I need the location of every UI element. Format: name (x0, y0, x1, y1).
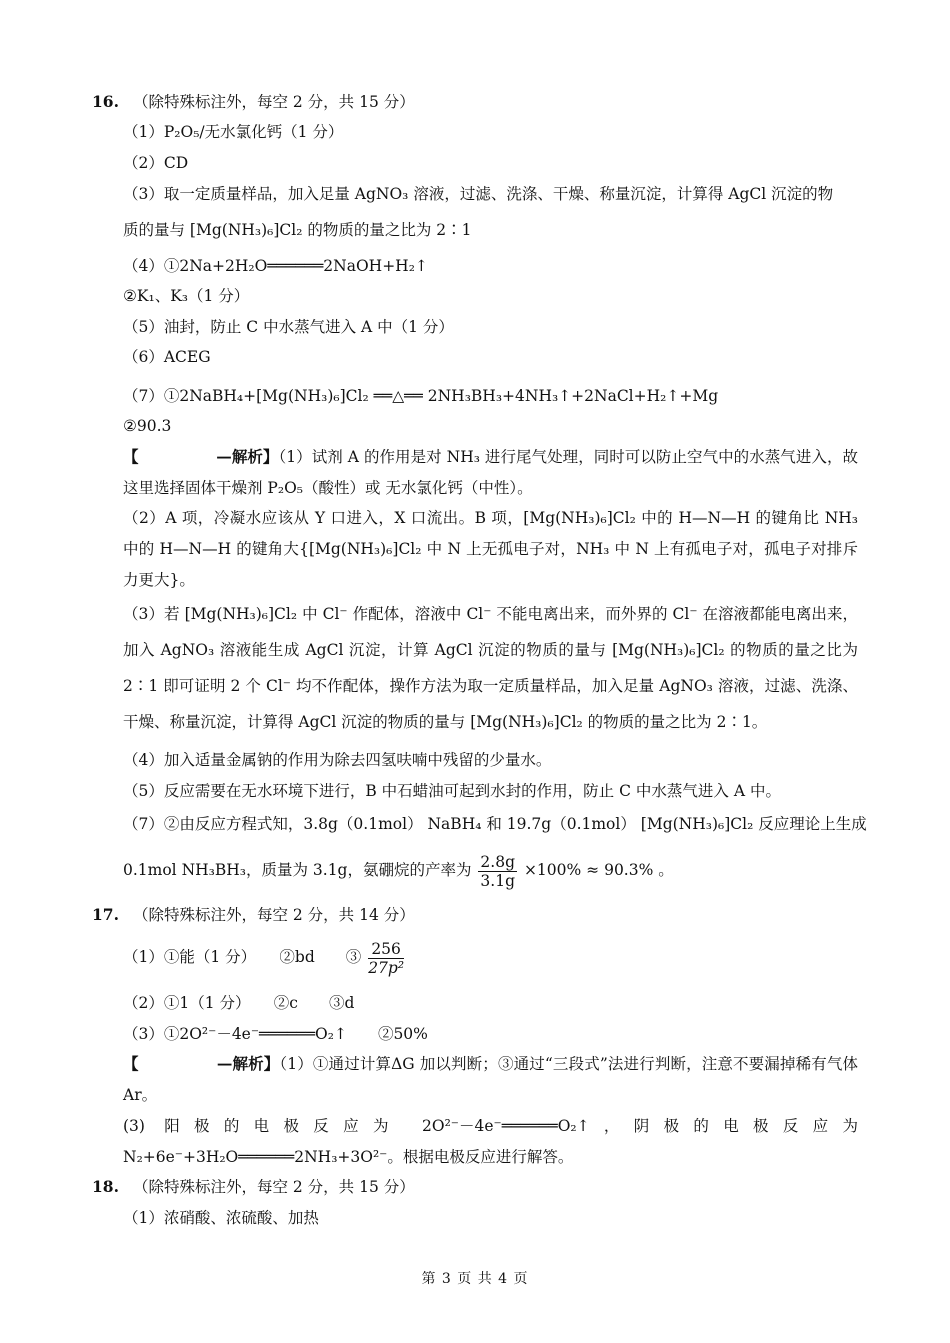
q16-explanation-1-text: （1）试剂 A 的作用是对 NH₃ 进行尾气处理，同时可以防止空气中的水蒸气进入，故这里选择固体干燥剂 P₂O₅（酸性）或 无水氯化钙（中性）。 (123, 448, 858, 497)
q16-answer-4-2: ②K₁、K₃（1 分） (123, 287, 250, 305)
q16-explanation-5: （5）反应需要在无水环境下进行，B 中石蜡油可起到水封的作用，防止 C 中水蒸气进入 A 中。 (123, 782, 781, 800)
q16-yield-denominator: 3.1g (480, 871, 515, 890)
q17-answer-1-text: （1）①能（1 分） ②bd ③ (123, 948, 362, 966)
q17-fraction-numerator: 256 (368, 940, 404, 959)
q16-explanation-3: （3）若 [Mg(NH₃)₆]Cl₂ 中 Cl⁻ 作配体，溶液中 Cl⁻ 不能电离出来，而外界的 Cl⁻ 在溶液都能电离出来，加入 AgNO₃ 溶液能生成 AgCl 沉淀，计算 AgCl 沉淀的物质的量与 [Mg(NH₃)₆]Cl₂ 的物质的量之比为 2∶1 即可证明 2 个 Cl⁻ 均不作配体，操作方法为取一定质量样品，加入足量 AgNO₃ 溶液，过滤、洗涤、干燥、称量沉淀，计算得 AgCl 沉淀的物质的量与 [Mg(NH₃)₆]Cl₂ 的物质的量之比为 2∶1。 (123, 605, 858, 731)
q17-heading (92, 905, 415, 925)
q16-explanation-7-line2 (123, 850, 674, 890)
q17-explanation-3: (3) 阳极的电极反应为 2O²⁻－4e⁻══════O₂↑，阴极的电极反应为 N₂+6e⁻+3H₂O══════2NH₃+3O²⁻。根据电极反应进行解答。 (123, 1117, 858, 1166)
q16-answer-6: （6）ACEG (123, 348, 211, 366)
q16-explanation-2: （2）A 项，冷凝水应该从 Y 口进入，X 口流出。B 项，[Mg(NH₃)₆]Cl₂ 中的 H—N—H 的键角比 NH₃ 中的 H—N—H 的键角大{[Mg(NH₃)₆]Cl₂ 中 N 上无孤电子对，NH₃ 中 N 上有孤电子对，孤电子对排斥力更大}。 (123, 509, 858, 589)
page-footer: 第 3 页 共 4 页 (421, 1271, 529, 1287)
q17-answer-1 (123, 937, 406, 977)
q17-answer-2: （2）①1（1 分） ②c ③d (123, 994, 355, 1012)
q16-header: （除特殊标注外，每空 2 分，共 15 分） (132, 93, 415, 111)
q16-answer-3-line2: 质的量与 [Mg(NH₃)₆]Cl₂ 的物质的量之比为 2∶1 (123, 221, 472, 239)
q17-fraction (368, 940, 404, 977)
q16-number: 16. (92, 92, 119, 111)
q16-explanation-label: 【 —解析】 (123, 447, 279, 466)
q18-header: （除特殊标注外，每空 2 分，共 15 分） (132, 1178, 415, 1196)
q16-answer-3-line1: （3）取一定质量样品，加入足量 AgNO₃ 溶液，过滤、洗涤、干燥、称量沉淀，计算得 AgCl 沉淀的物 (123, 185, 834, 203)
q18-answer-1: （1）浓硝酸、浓硫酸、加热 (123, 1209, 319, 1227)
q17-number: 17. (92, 905, 119, 924)
q16-answer-5: （5）油封，防止 C 中水蒸气进入 A 中（1 分） (123, 318, 454, 336)
q16-answer-7-2: ②90.3 (123, 417, 172, 435)
q16-yield-fraction (478, 853, 517, 890)
q17-header: （除特殊标注外，每空 2 分，共 14 分） (132, 906, 415, 924)
q17-explanation-1 (123, 1048, 858, 1111)
q16-answer-1: （1）P₂O₅/无水氯化钙（1 分） (123, 123, 344, 141)
q16-yield-result: ×100% ≈ 90.3% 。 (523, 861, 674, 879)
q17-fraction-denominator: 27p² (368, 958, 405, 977)
q16-explanation-4: （4）加入适量金属钠的作用为除去四氢呋喃中残留的少量水。 (123, 751, 552, 769)
q16-heading (92, 92, 415, 112)
q16-answer-7-1: （7）①2NaBH₄+[Mg(NH₃)₆]Cl₂ ══△══ 2NH₃BH₃+4NH₃↑+2NaCl+H₂↑+Mg (123, 387, 719, 405)
q18-heading (92, 1177, 415, 1197)
q17-answer-3: （3）①2O²⁻－4e⁻══════O₂↑ ②50% (123, 1025, 428, 1043)
q16-answer-2: （2）CD (123, 154, 189, 172)
q16-yield-text: 0.1mol NH₃BH₃，质量为 3.1g，氨硼烷的产率为 (123, 861, 472, 879)
q16-explanation-1 (123, 441, 858, 504)
q16-explanation-7-line1: （7）②由反应方程式知，3.8g（0.1mol） NaBH₄ 和 19.7g（0.1mol） [Mg(NH₃)₆]Cl₂ 反应理论上生成 (123, 815, 867, 833)
q18-number: 18. (92, 1177, 119, 1196)
q17-explanation-label: 【 —解析】 (123, 1054, 280, 1073)
q16-yield-numerator: 2.8g (480, 852, 515, 871)
q16-answer-4-1: （4）①2Na+2H₂O══════2NaOH+H₂↑ (123, 257, 428, 275)
q17-explanation-1-text: （1）①通过计算ΔG 加以判断；③通过“三段式”法进行判断，注意不要漏掉稀有气体 Ar。 (123, 1055, 858, 1104)
